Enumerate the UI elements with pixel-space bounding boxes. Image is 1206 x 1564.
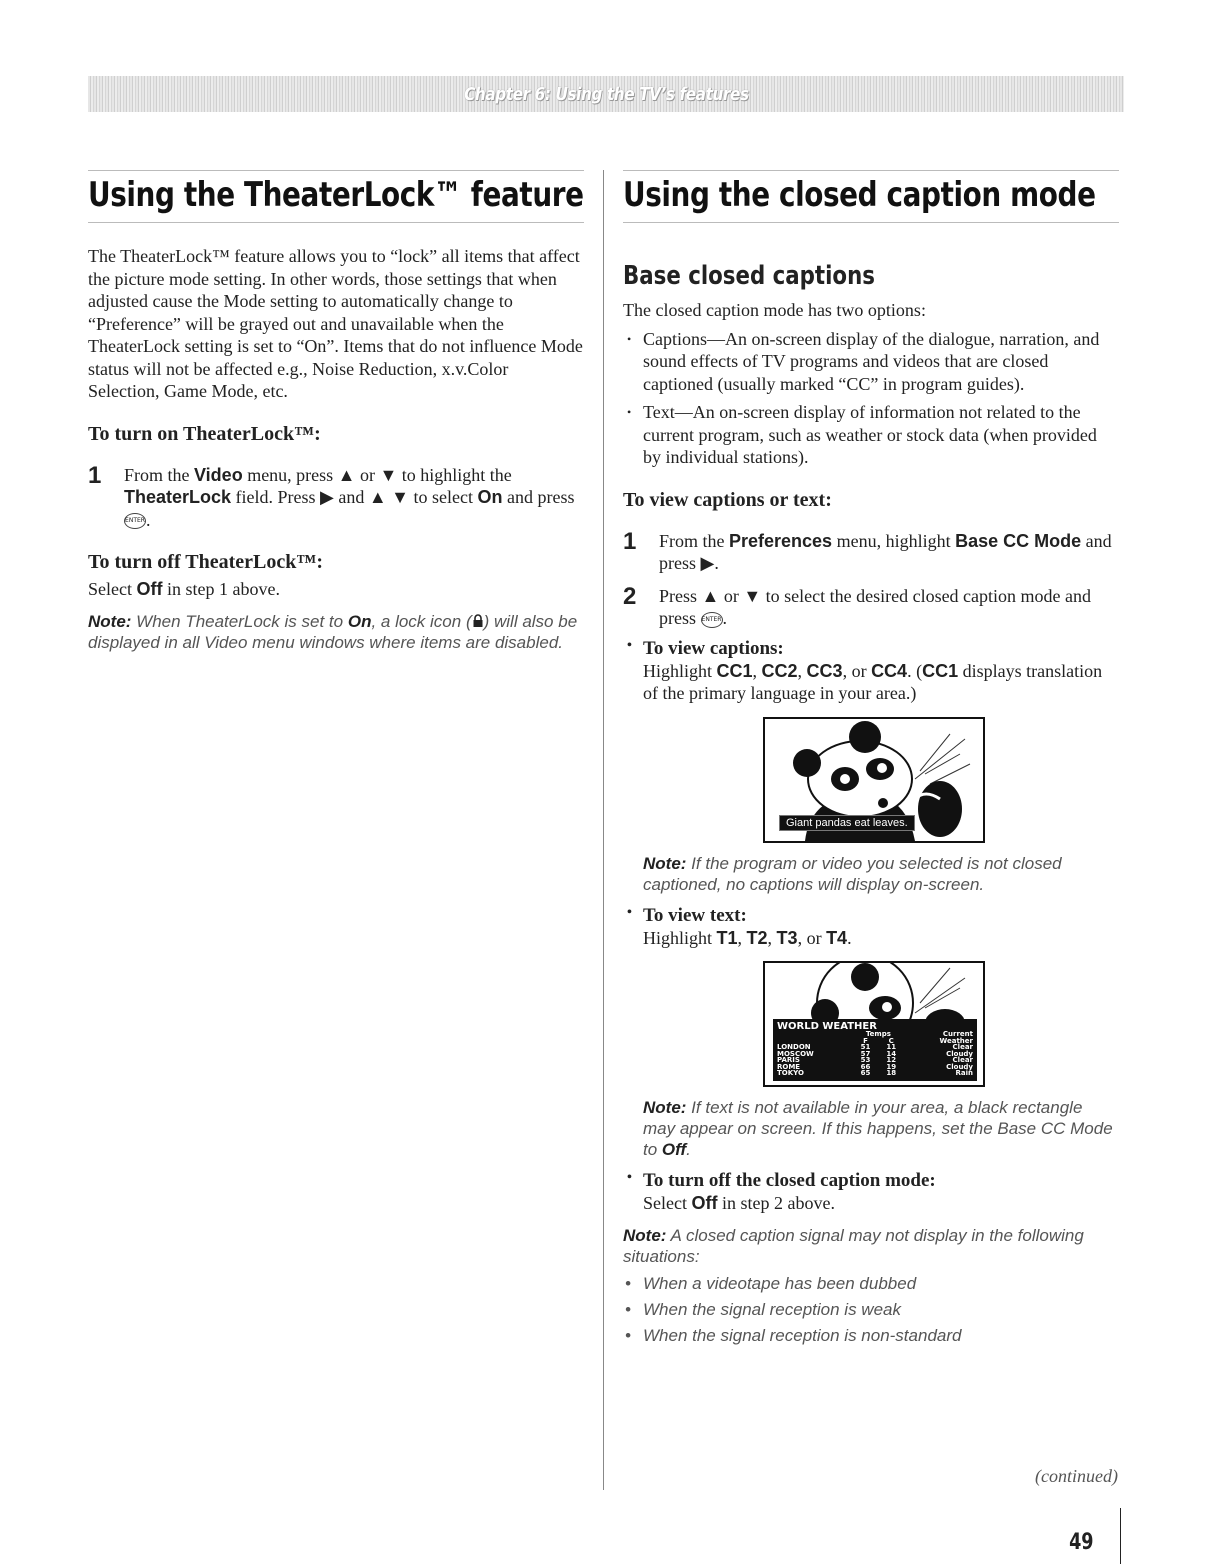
- enter-button-icon: ENTER: [124, 513, 146, 529]
- signal-note: Note: A closed caption signal may not display in the following situations:: [623, 1225, 1084, 1266]
- table-row: F C Weather: [863, 1036, 973, 1045]
- view-captions-subheading: • To view captions:: [643, 638, 1119, 660]
- table-row: TOKYO 65 18 Rain: [777, 1069, 973, 1077]
- step-text: From the Video menu, press ▲ or ▼ to highlight the TheaterLock field. Press ▶ and ▲ ▼ to select On and press ENTER.: [124, 464, 575, 530]
- step-text: From the Preferences menu, highlight Base CC Mode and press ▶.: [659, 530, 1112, 573]
- view-captions-text: Highlight CC1, CC2, CC3, or CC4. (CC1 displays translation of the primary language in your area.): [643, 660, 1103, 703]
- theaterlock-intro: The TheaterLock™ feature allows you to “lock” all items that affect the picture mode setting. In other words, those settings that when adjusted cause the Mode setting to automatically change to “Preference” will be grayed out and unavailable when the TheaterLock setting is set to “On”. Items that do not influence Mode status will not be affected e.g., Noise Reduction, x.v.Color Selection, Game Mode, etc.: [88, 246, 583, 401]
- turn-off-cc-subheading: • To turn off the closed caption mode:: [643, 1170, 1119, 1192]
- situations-list: [623, 1271, 1119, 1349]
- column-divider: [603, 170, 604, 1490]
- table-row: ROME 66 19 Cloudy: [777, 1062, 973, 1071]
- chapter-header-bar: [88, 76, 1124, 112]
- weather-table: [773, 1019, 977, 1081]
- theaterlock-note: Note: When TheaterLock is set to On, a lock icon ( ) will also be displayed in all Video menu windows where items are disabled.: [88, 611, 578, 652]
- cc-intro: The closed caption mode has two options:: [623, 300, 926, 320]
- view-captions-heading: To view captions or text:: [623, 488, 832, 511]
- turn-on-heading: To turn on TheaterLock™:: [88, 422, 321, 445]
- table-row: Temps Current: [865, 1030, 973, 1038]
- view-text-text: Highlight T1, T2, T3, or T4.: [643, 927, 852, 948]
- step-text: Press ▲ or ▼ to select the desired closed caption mode and press ENTER.: [659, 585, 1092, 628]
- base-cc-subtitle: Base closed captions: [623, 261, 875, 291]
- chapter-header: Chapter 6: Using the TV’s features: [463, 83, 749, 105]
- caption-sample: Giant pandas eat leaves.: [779, 815, 915, 831]
- theaterlock-title: Using the TheaterLock™ feature: [88, 170, 584, 223]
- step-number: 1: [623, 527, 637, 555]
- list-item: • Captions—An on-screen display of the dialogue, narration, and sound effects of TV programs and videos that are closed captioned (usually marked “CC” in program guides).: [623, 328, 1119, 396]
- weather-data: [777, 1031, 973, 1077]
- turn-off-cc-text: Select Off in step 2 above.: [643, 1193, 835, 1213]
- closed-caption-section: [623, 170, 1119, 1349]
- cc-options-list: [623, 328, 1119, 469]
- step-number: 2: [623, 582, 637, 610]
- view-text-subheading: • To view text:: [643, 905, 1119, 927]
- turn-on-step-1: [88, 461, 584, 532]
- turn-off-heading: To turn off TheaterLock™:: [88, 551, 323, 573]
- text-note: Note: If text is not available in your area, a black rectangle may appear on screen. If this happens, set the Base CC Mode to Off.: [643, 1098, 1113, 1159]
- step-number: 1: [88, 461, 102, 489]
- page-number: 49: [1069, 1530, 1094, 1555]
- table-row: LONDON 51 11 Clear: [777, 1043, 973, 1051]
- lock-icon: [472, 614, 484, 627]
- page-number-rule: [1120, 1508, 1121, 1564]
- table-row: PARIS 53 12 Clear: [777, 1056, 973, 1064]
- list-item: • When the signal reception is non-standard: [623, 1323, 1119, 1349]
- list-item: • Text—An on-screen display of information not related to the current program, such as weather or stock data (when provided by individual stations).: [623, 401, 1119, 469]
- cc-step-2: [623, 582, 1119, 630]
- turn-off-text: Select Off in step 1 above.: [88, 579, 280, 599]
- captions-note: Note: If the program or video you selected is not closed captioned, no captions will display on-screen.: [643, 853, 1062, 894]
- cc-step-1: [623, 527, 1119, 575]
- table-row: MOSCOW 57 14 Cloudy: [777, 1049, 973, 1058]
- weather-title: WORLD WEATHER: [777, 1021, 877, 1032]
- continued-label: (continued): [1035, 1466, 1118, 1486]
- enter-button-icon: ENTER: [701, 612, 723, 628]
- view-captions-block: [643, 638, 1119, 1215]
- list-item: • When the signal reception is weak: [623, 1297, 1119, 1323]
- text-screen-illustration: [763, 961, 985, 1087]
- theaterlock-section: [88, 170, 584, 653]
- caption-screen-illustration: [763, 717, 985, 843]
- list-item: • When a videotape has been dubbed: [623, 1271, 1119, 1297]
- closed-caption-title: Using the closed caption mode: [623, 170, 1119, 223]
